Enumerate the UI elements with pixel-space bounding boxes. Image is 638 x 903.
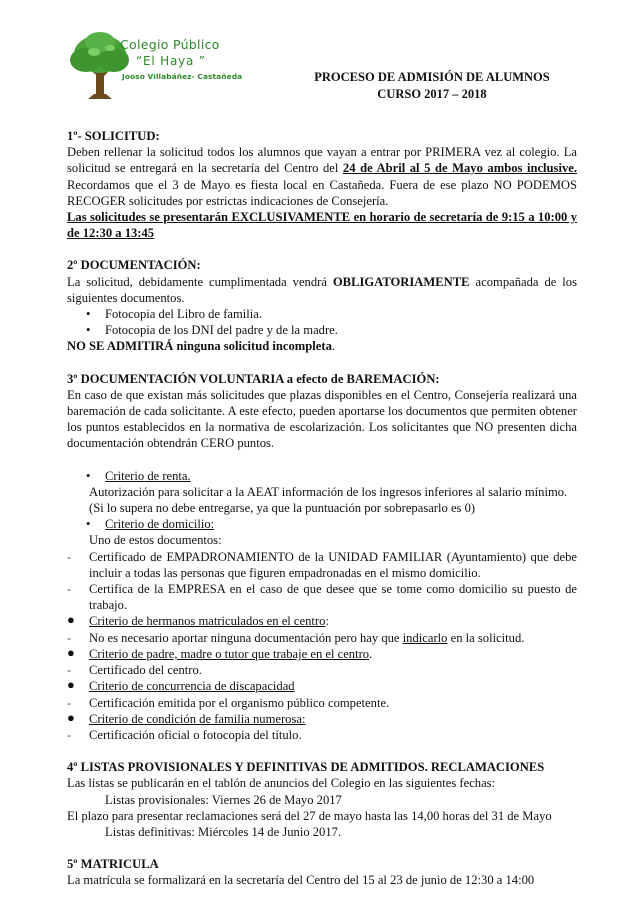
- section2-note-text: NO SE ADMITIRÁ ninguna solicitud incompleta: [67, 339, 332, 354]
- list-item: [67, 695, 577, 711]
- criterion-title: • Criterio de domicilio:: [105, 516, 577, 532]
- list-item: [67, 581, 577, 613]
- list-item-text: Certificación emitida por el organismo público competente.: [89, 695, 390, 710]
- list-item: • Fotocopia de los DNI del padre y de la madre.: [105, 322, 577, 338]
- list-item-text-end: en la solicitud.: [447, 630, 525, 645]
- section1-heading: 1º- SOLICITUD:: [67, 129, 160, 143]
- section5-line1: La matrícula se formalizará en la secretaría del Centro del 15 al 23 de junio de 12:30 a 14:00: [67, 873, 535, 888]
- bullet-icon: ●: [67, 612, 75, 628]
- list-item-text: Certificación oficial o fotocopia del título.: [89, 727, 302, 742]
- dash-marker: -: [67, 582, 72, 597]
- list-item: • Fotocopia del Libro de familia.: [105, 306, 577, 322]
- bullet-icon: ●: [67, 677, 75, 693]
- section4-line3: El plazo para presentar reclamaciones será del 27 de mayo hasta las 14,00 horas del 31 de Mayo: [67, 808, 552, 823]
- dash-marker: -: [67, 663, 72, 678]
- section1-paragraph: [67, 144, 577, 209]
- section1-text-a: Deben rellenar la solicitud todos los alumnos que vayan a entrar por PRIMERA vez al colegio. La solicitud se entregará en la secretaría del Centro del: [67, 145, 577, 176]
- list-item: [67, 662, 577, 678]
- section4-line4: Listas definitivas: Miércoles 14 de Junio 2017.: [105, 824, 342, 839]
- section2-note: [67, 338, 577, 354]
- section2-list: [67, 306, 577, 338]
- dash-marker: -: [67, 549, 72, 564]
- criterion-hermanos: [67, 613, 577, 629]
- criterion-renta: [67, 468, 577, 484]
- criterion-familia-numerosa: [67, 711, 577, 727]
- list-item: [67, 630, 577, 646]
- school-name-line2: “El Haya ”: [136, 54, 206, 68]
- list-item: [67, 549, 577, 581]
- section2-emphasis: OBLIGATORIAMENTE: [332, 274, 470, 289]
- list-item-text: Certificado del centro.: [89, 663, 202, 678]
- section4-line2: Listas provisionales: Viernes 26 de Mayo 2017: [105, 792, 342, 807]
- list-item-emphasis: indicarlo: [402, 630, 448, 645]
- dash-marker: -: [67, 727, 72, 742]
- bullet-icon: ●: [67, 644, 75, 660]
- criterion-padre: [67, 646, 577, 662]
- criterion-title: Criterio de hermanos matriculados en el centro: [89, 614, 326, 629]
- section2-text-a: La solicitud, debidamente cumplimentada vendrá: [67, 274, 333, 289]
- title-line1: PROCESO DE ADMISIÓN DE ALUMNOS: [314, 70, 550, 84]
- school-name-line3: Jooso Villabáñez- Castañeda: [122, 72, 243, 81]
- list-item-text: No es necesario aportar ninguna documentación pero hay que: [89, 630, 403, 645]
- section4-line1: Las listas se publicarán en el tablón de anuncios del Colegio en las siguientes fechas:: [67, 776, 496, 791]
- list-item-text: Certifica de la EMPRESA en el caso de que desee que se tome como domicilio su puesto de trabajo.: [89, 582, 577, 613]
- criterion-title: Criterio de padre, madre o tutor que trabaje en el centro: [89, 646, 370, 661]
- section3-heading: 3º DOCUMENTACIÓN VOLUNTARIA a efecto de BAREMACIÓN:: [67, 371, 440, 386]
- title-line2: CURSO 2017 – 2018: [377, 87, 487, 101]
- criterion-renta-text1: Autorización para solicitar a la AEAT información de los ingresos inferiores al salario mínimo.: [89, 484, 568, 499]
- section1-text-c: Recordamos que el 3 de Mayo es fiesta local en Castañeda. Fuera de ese plazo NO PODEMOS RECOGER solicitudes por estrictas indicaciones de Consejería.: [67, 177, 577, 208]
- criterion-title: Criterio de concurrencia de discapacidad: [89, 679, 295, 694]
- list-item: [67, 727, 577, 743]
- section1-dates: 24 de Abril al 5 de Mayo ambos inclusive.: [342, 161, 577, 176]
- section5-heading: 5º MATRICULA: [67, 857, 159, 872]
- section3-paragraph: En caso de que existan más solicitudes que plazas disponibles en el Centro, Consejería realizará una baremación de cada solicitante. A este efecto, pueden aportarse los documentos que permiten obtener los puntos establecidos en la normativa de escolarización. Los solicitantes que NO presenten dicha documentación obtendrán CERO puntos.: [67, 387, 577, 451]
- criterion-domicilio-text: Uno de estos documentos:: [89, 533, 222, 548]
- bullet-icon: ●: [67, 709, 75, 725]
- criterion-title-end: .: [369, 646, 373, 661]
- document-title: [302, 69, 562, 103]
- criterion-title: Criterio de condición de familia numerosa:: [89, 711, 306, 726]
- section1-schedule: Las solicitudes se presentarán EXCLUSIVAMENTE en horario de secretaría de 9:15 a 10:00 y de 12:30 a 13:45: [67, 210, 577, 241]
- dash-marker: -: [67, 695, 72, 710]
- criterion-title-end: :: [325, 614, 329, 629]
- list-item-text: Certificado de EMPADRONAMIENTO de la UNIDAD FAMILIAR (Ayuntamiento) que debe incluir a todas las personas que figuren empadronadas en el mismo domicilio.: [89, 549, 577, 580]
- section4-heading: 4º LISTAS PROVISIONALES Y DEFINITIVAS DE ADMITIDOS. RECLAMACIONES: [67, 760, 545, 775]
- section2-heading: 2º DOCUMENTACIÓN:: [67, 258, 201, 273]
- criterion-renta-text2: (Si lo supera no debe entregarse, ya que la puntuación por sobrepasarlo es 0): [89, 501, 476, 516]
- criterion-domicilio: [67, 516, 577, 532]
- criterion-discapacidad: [67, 678, 577, 694]
- criterion-title: • Criterio de renta.: [105, 468, 577, 484]
- section2-note-end: .: [331, 339, 336, 354]
- dash-marker: -: [67, 630, 72, 645]
- section2-text-c: acompañada de los siguientes documentos.: [67, 274, 577, 305]
- document-body: [67, 128, 577, 889]
- section2-paragraph: [67, 274, 577, 306]
- school-name-line1: Colegio Público: [120, 37, 220, 52]
